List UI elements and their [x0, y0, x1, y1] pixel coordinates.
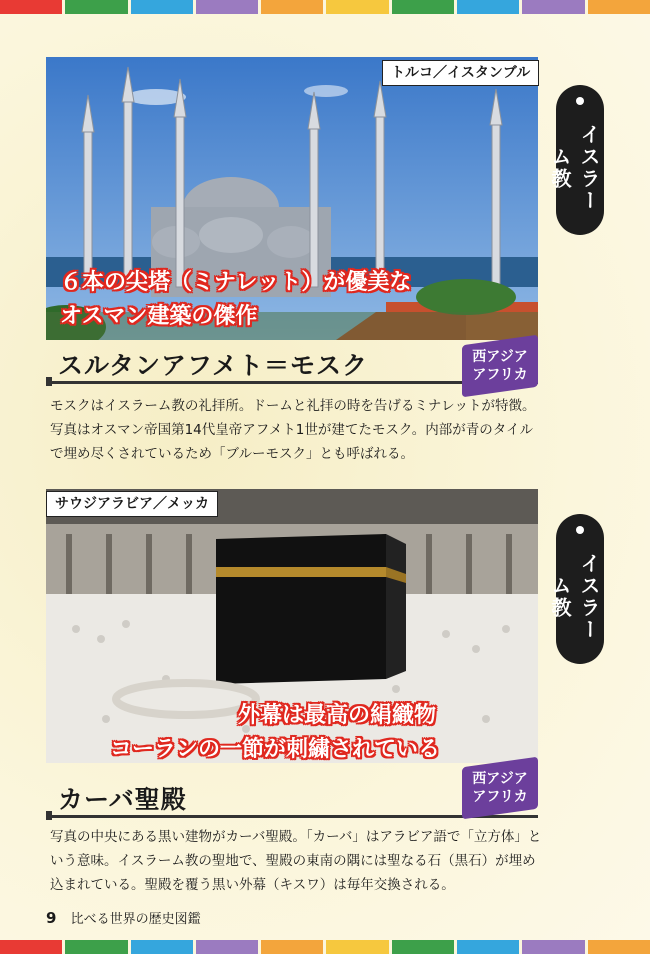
religion-tag-label: イスラーム教	[548, 124, 601, 212]
religion-tag-label: イスラーム教	[548, 553, 601, 641]
color-stripe-segment	[457, 940, 519, 954]
color-stripe-segment	[0, 940, 62, 954]
color-stripe-segment	[392, 940, 454, 954]
region-badge-line1: 西アジア	[472, 349, 528, 365]
color-stripe-segment	[131, 940, 193, 954]
photo-caption-line2: オスマン建築の傑作	[60, 304, 258, 329]
page-number: 9	[46, 909, 57, 927]
region-badge-line2: アフリカ	[472, 789, 528, 805]
color-stripe-segment	[261, 0, 323, 14]
title-bar-tick	[46, 811, 52, 820]
region-badge-line2: アフリカ	[472, 367, 528, 383]
color-stripe-segment	[457, 0, 519, 14]
top-color-stripes	[0, 0, 650, 14]
color-stripe-segment	[65, 0, 127, 14]
color-stripe-segment	[392, 0, 454, 14]
religion-tag	[548, 514, 604, 664]
color-stripe-segment	[261, 940, 323, 954]
color-stripe-segment	[522, 0, 584, 14]
location-label: サウジアラビア／メッカ	[46, 491, 218, 517]
page-footer	[46, 908, 201, 927]
section-description: モスクはイスラーム教の礼拝所。ドームと礼拝の時を告げるミナレットが特徴。写真はオスマン帝国第14代皇帝アフメト1世が建てたモスク。内部が青のタイルで埋め尽くされているため「ブルーモスク」とも呼ばれる。	[50, 398, 536, 462]
region-badge-line1: 西アジア	[472, 771, 528, 787]
religion-tag-dot	[576, 97, 584, 105]
photo-caption-line2: コーランの一節が刺繍されている	[110, 737, 441, 762]
color-stripe-segment	[522, 940, 584, 954]
book-title: 比べる世界の歴史図鑑	[70, 912, 201, 927]
color-stripe-segment	[588, 0, 650, 14]
color-stripe-segment	[0, 0, 62, 14]
title-bar-tick	[46, 377, 52, 386]
location-label: トルコ／イスタンブル	[382, 60, 539, 86]
color-stripe-segment	[65, 940, 127, 954]
color-stripe-segment	[326, 940, 388, 954]
section-description: 写真の中央にある黒い建物がカーバ聖殿。「カーバ」はアラビア語で「立方体」という意味。イスラーム教の聖地で、聖殿の東南の隅には聖なる石（黒石）が埋め込まれている。聖殿を覆う黒い外幕（キスワ）は毎年交換される。	[50, 829, 542, 893]
photo-caption-line1: 外幕は最高の絹織物	[238, 703, 437, 728]
bottom-color-stripes	[0, 940, 650, 954]
region-badge	[462, 335, 538, 398]
color-stripe-segment	[588, 940, 650, 954]
section-title: カーバ聖殿	[58, 785, 187, 814]
religion-tag-dot	[576, 526, 584, 534]
color-stripe-segment	[131, 0, 193, 14]
color-stripe-segment	[326, 0, 388, 14]
color-stripe-segment	[196, 940, 258, 954]
section-title: スルタンアフメト＝モスク	[58, 351, 369, 380]
region-badge	[462, 757, 538, 820]
religion-tag	[548, 85, 604, 235]
photo-caption-line1: ６本の尖塔（ミナレット）が優美な	[60, 270, 412, 295]
color-stripe-segment	[196, 0, 258, 14]
